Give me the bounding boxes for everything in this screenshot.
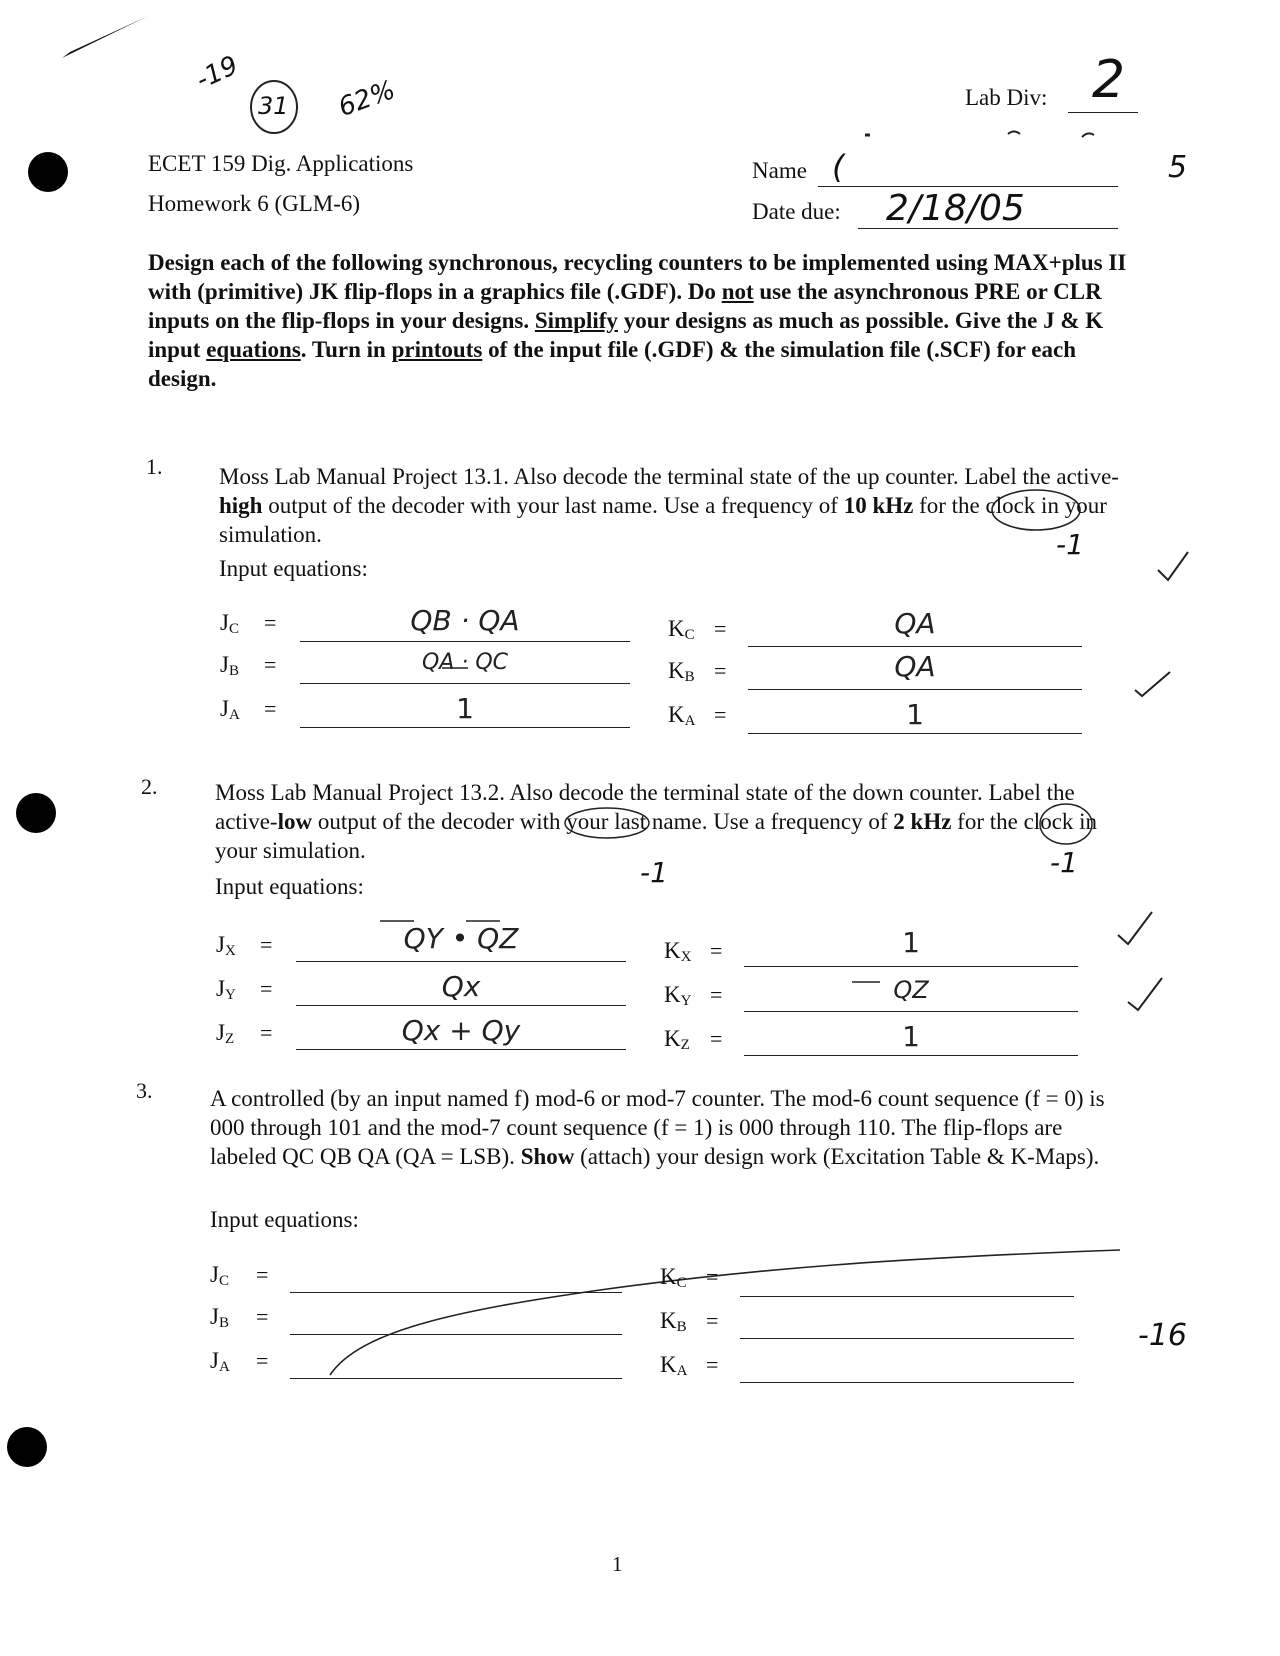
eq-jb3-blank bbox=[290, 1334, 622, 1335]
checkmark-icon bbox=[1118, 912, 1152, 944]
problem-2-mark-2: -1 bbox=[1050, 846, 1078, 879]
eq-kb-answer: QA bbox=[894, 650, 936, 683]
eq-jy-label: $J_Y$ bbox=[216, 976, 236, 1003]
side-mark: 5 bbox=[1168, 150, 1188, 185]
eq-kz-label: $K_Z$ bbox=[664, 1026, 690, 1053]
page-number: 1 bbox=[612, 1552, 623, 1576]
instructions: Design each of the following synchronous, recycling counters to be implemented using MAX+plus II with (primitive) JK flip-flops in a graphics file (.GDF). Do not use the asynchronous PRE or CLR inputs on the flip-flops in your designs. Simplify your designs as much as possible. Give the J & K input equations. Turn in printouts of the input file (.GDF) & the simulation file (.SCF) for each design. bbox=[148, 250, 1127, 391]
q3-deduction: -16 bbox=[1138, 1318, 1187, 1353]
problem-2-number: 2. bbox=[141, 774, 158, 799]
grade-deduction: -19 bbox=[191, 50, 243, 96]
eq-kb3-blank bbox=[740, 1338, 1074, 1339]
grade-score: 31 bbox=[258, 92, 289, 120]
checkmark-icon bbox=[1135, 672, 1170, 696]
eq-jc-answer: QB · QA bbox=[410, 604, 520, 637]
binder-hole-top bbox=[28, 152, 68, 192]
checkmark-icon bbox=[1128, 978, 1162, 1010]
lab-div-label: Lab Div: bbox=[965, 85, 1048, 110]
problem-2-text: Moss Lab Manual Project 13.2. Also decode the terminal state of the down counter. Label the active-low output of the decoder with your last name. Use a frequency of 2 kHz for the clock in your simulation. bbox=[215, 780, 1098, 863]
eq-jb-answer: QA · QC bbox=[421, 650, 509, 675]
eq-ka-label: $K_A$ bbox=[668, 702, 696, 729]
eq-jx-label: $J_X$ bbox=[216, 932, 236, 959]
binder-hole-bottom bbox=[7, 1427, 47, 1467]
eq-kx-answer: 1 bbox=[902, 926, 920, 959]
eq-ky-label: $K_Y$ bbox=[664, 982, 692, 1009]
eq-jz-label: $J_Z$ bbox=[216, 1020, 235, 1047]
lab-div-value: 2 bbox=[1092, 50, 1126, 110]
problem-3-text: A controlled (by an input named f) mod-6 or mod-7 counter. The mod-6 count sequence (f = 0) is 000 through 101 and the mod-7 count sequence (f = 1) is 000 through 110. The flip-flops are labeled QC QB QA (QA = LSB). Show (attach) your design work (Excitation Table & K-Maps). bbox=[210, 1086, 1105, 1169]
eq-ja-answer: 1 bbox=[456, 692, 474, 725]
eq-kz-answer: 1 bbox=[902, 1020, 920, 1053]
checkmark-icon bbox=[1158, 552, 1188, 580]
lab-div-line bbox=[1068, 112, 1138, 113]
homework-title: Homework 6 (GLM-6) bbox=[148, 191, 361, 216]
problem-3-input-label: Input equations: bbox=[210, 1207, 359, 1232]
problem-1-text: Moss Lab Manual Project 13.1. Also decode the terminal state of the up counter. Label the active-high output of the decoder with your last name. Use a frequency of 10 kHz for the clock in your simulation. bbox=[219, 464, 1119, 547]
eq-kc3-label: $K_C$ bbox=[660, 1264, 687, 1291]
name-line bbox=[818, 186, 1118, 187]
crossout-stroke bbox=[330, 1250, 1120, 1375]
eq-kx-label: $K_X$ bbox=[664, 938, 692, 965]
problem-1-input-label: Input equations: bbox=[219, 556, 368, 581]
eq-jc3-blank bbox=[290, 1292, 622, 1293]
eq-ja3-label: $J_A$ bbox=[210, 1348, 230, 1375]
eq-kc3-blank bbox=[740, 1296, 1074, 1297]
homework-page: -19 31 62% -16 5 Lab Div: 2 ECET 159 Dig. Applications Homework 6 (GLM-6) Name ( Date due: 2/18/05 Design each of the following synchronous, recycling counters to be implemented using MAX+plus II with (primitive) JK flip-flops in a graphics file (.GDF). Do not use the asynchronous PRE or CLR inputs on the flip-flops in your designs. Simplify your designs as much as possible. Give the J & K input equations. Turn in printouts of the input file (.GDF) & the simulation file (.SCF) for each design. 1. Moss Lab Manual Project 13.1. Also decode the terminal state of the up counter. Label the active-high output of the decoder with your last name. Use a frequency of 10 kHz for the clock in your simulation. Input equations: -1 $J_C$ = QB · QA $K_C$ = QA $J_B$ = QA · QC $K_B$ = QA $J_A$ = 1 $K_A$ = 1 2. Moss Lab Manual Project 13.2. Also decode the terminal state of the down counter. Label the active-low output of the decoder with your last name. Use a frequency of 2 kHz for the clock in your simulation. Input equations: -1 -1 $J_X$ = QY • QZ $K_X$ = 1 $J_Y$ = Qx $K_Y$ = QZ $J_Z$ = Qx + Qy $K_Z$ = 1 3. A controlled (by an input named f) mod-6 or mod-7 counter. The mod-6 count sequence (f = 0) is 000 through 101 and the mod-7 count sequence (f = 1) is 000 through 110. The flip-flops are labeled QC QB QA (QA = LSB). Show (attach) your design work (Excitation Table & K-Maps). Input equations: $J_C$ = $K_C$ = $J_B$ = $K_B$ = $J_A$ = $K_A$ = 1 bbox=[0, 0, 1280, 1656]
date-field: 2/18/05 bbox=[886, 188, 1025, 229]
problem-3-number: 3. bbox=[136, 1078, 153, 1103]
eq-kb-label: $K_B$ bbox=[668, 658, 695, 685]
name-field: ( bbox=[832, 148, 845, 186]
problem-2-mark: -1 bbox=[640, 856, 668, 889]
eq-kc-answer: QA bbox=[894, 607, 936, 640]
eq-jc-label: $J_C$ bbox=[220, 610, 239, 637]
course-title: ECET 159 Dig. Applications bbox=[148, 151, 414, 176]
eq-ka-answer: 1 bbox=[906, 698, 924, 731]
eq-jb-label: $J_B$ bbox=[220, 652, 239, 679]
problem-1-number: 1. bbox=[146, 454, 163, 479]
problem-2-input-label: Input equations: bbox=[215, 874, 364, 899]
eq-ky-answer: QZ bbox=[893, 976, 929, 1004]
eq-jy-answer: Qx bbox=[441, 970, 481, 1003]
eq-kb3-label: $K_B$ bbox=[660, 1308, 687, 1335]
eq-jz-answer: Qx + Qy bbox=[401, 1014, 521, 1047]
eq-jx-answer: QY • QZ bbox=[403, 922, 519, 955]
eq-jb3-label: $J_B$ bbox=[210, 1304, 229, 1331]
eq-kc-label: $K_C$ bbox=[668, 616, 695, 643]
date-line bbox=[858, 228, 1118, 229]
name-label: Name bbox=[752, 158, 807, 183]
date-label: Date due: bbox=[752, 199, 841, 224]
eq-ja3-blank bbox=[290, 1378, 622, 1379]
eq-jc3-label: $J_C$ bbox=[210, 1262, 229, 1289]
eq-ja-label: $J_A$ bbox=[220, 696, 240, 723]
grade-percent: 62% bbox=[334, 75, 400, 123]
eq-ka3-blank bbox=[740, 1382, 1074, 1383]
problem-1-mark: -1 bbox=[1056, 528, 1084, 561]
eq-ka3-label: $K_A$ bbox=[660, 1352, 688, 1379]
pen-stroke-mark bbox=[62, 16, 148, 58]
binder-hole-middle bbox=[16, 793, 56, 833]
